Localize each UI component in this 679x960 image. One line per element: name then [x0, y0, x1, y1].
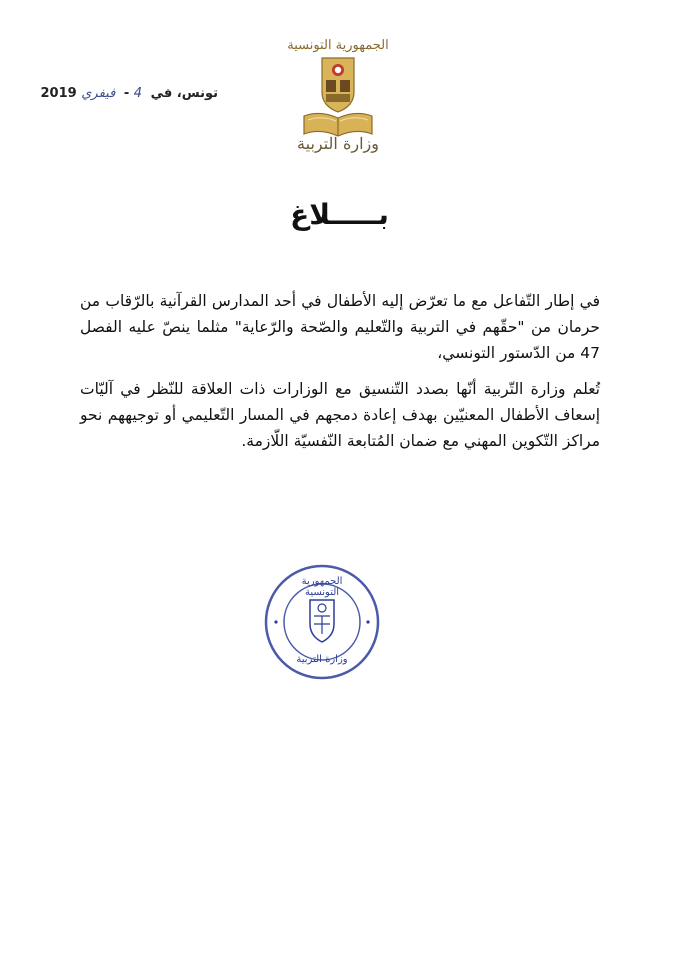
date-month: فيفري	[81, 86, 116, 101]
date-prefix: تونس، في	[150, 86, 218, 101]
official-stamp	[262, 562, 382, 682]
stamp-bottom-text: وزارة التربية	[296, 654, 348, 665]
date-separator: -	[123, 86, 130, 101]
date-line	[40, 86, 218, 108]
body-paragraph: في إطار التّفاعل مع ما تعرّض إليه الأطفال في أحد المدارس القرآنية بالرّقاب من حرمان من "حقّهم في التربية والتّعليم والصّحة والرّعاية" مثلما ينصّ عليه الفصل 47 من الدّستور التونسي،	[80, 292, 600, 362]
body-paragraph: تُعلم وزارة التّربية أنّها بصدد التّنسيق مع الوزارات ذات العلاقة للنّظر في آليّات إسعاف الأطفال المعنيّين بهدف إعادة دمجهم في المسار التّعليمي أو توجيههم نحو مراكز التّكوين المهني مع ضمان المُتابعة النّفسيّة اللّازمة.	[80, 380, 600, 450]
document-title: بـــــلاغ	[290, 198, 389, 231]
document-body	[80, 288, 600, 464]
ministry-logo-icon	[300, 54, 376, 144]
date-year: 2019	[40, 86, 77, 101]
date-day: 4	[133, 86, 143, 101]
ministry-label: وزارة التربية	[297, 134, 379, 153]
stamp-ring-text: الجمهورية التونسية	[301, 576, 343, 598]
ministry-emblem	[278, 30, 398, 160]
republic-label: الجمهورية التونسية	[287, 38, 389, 53]
